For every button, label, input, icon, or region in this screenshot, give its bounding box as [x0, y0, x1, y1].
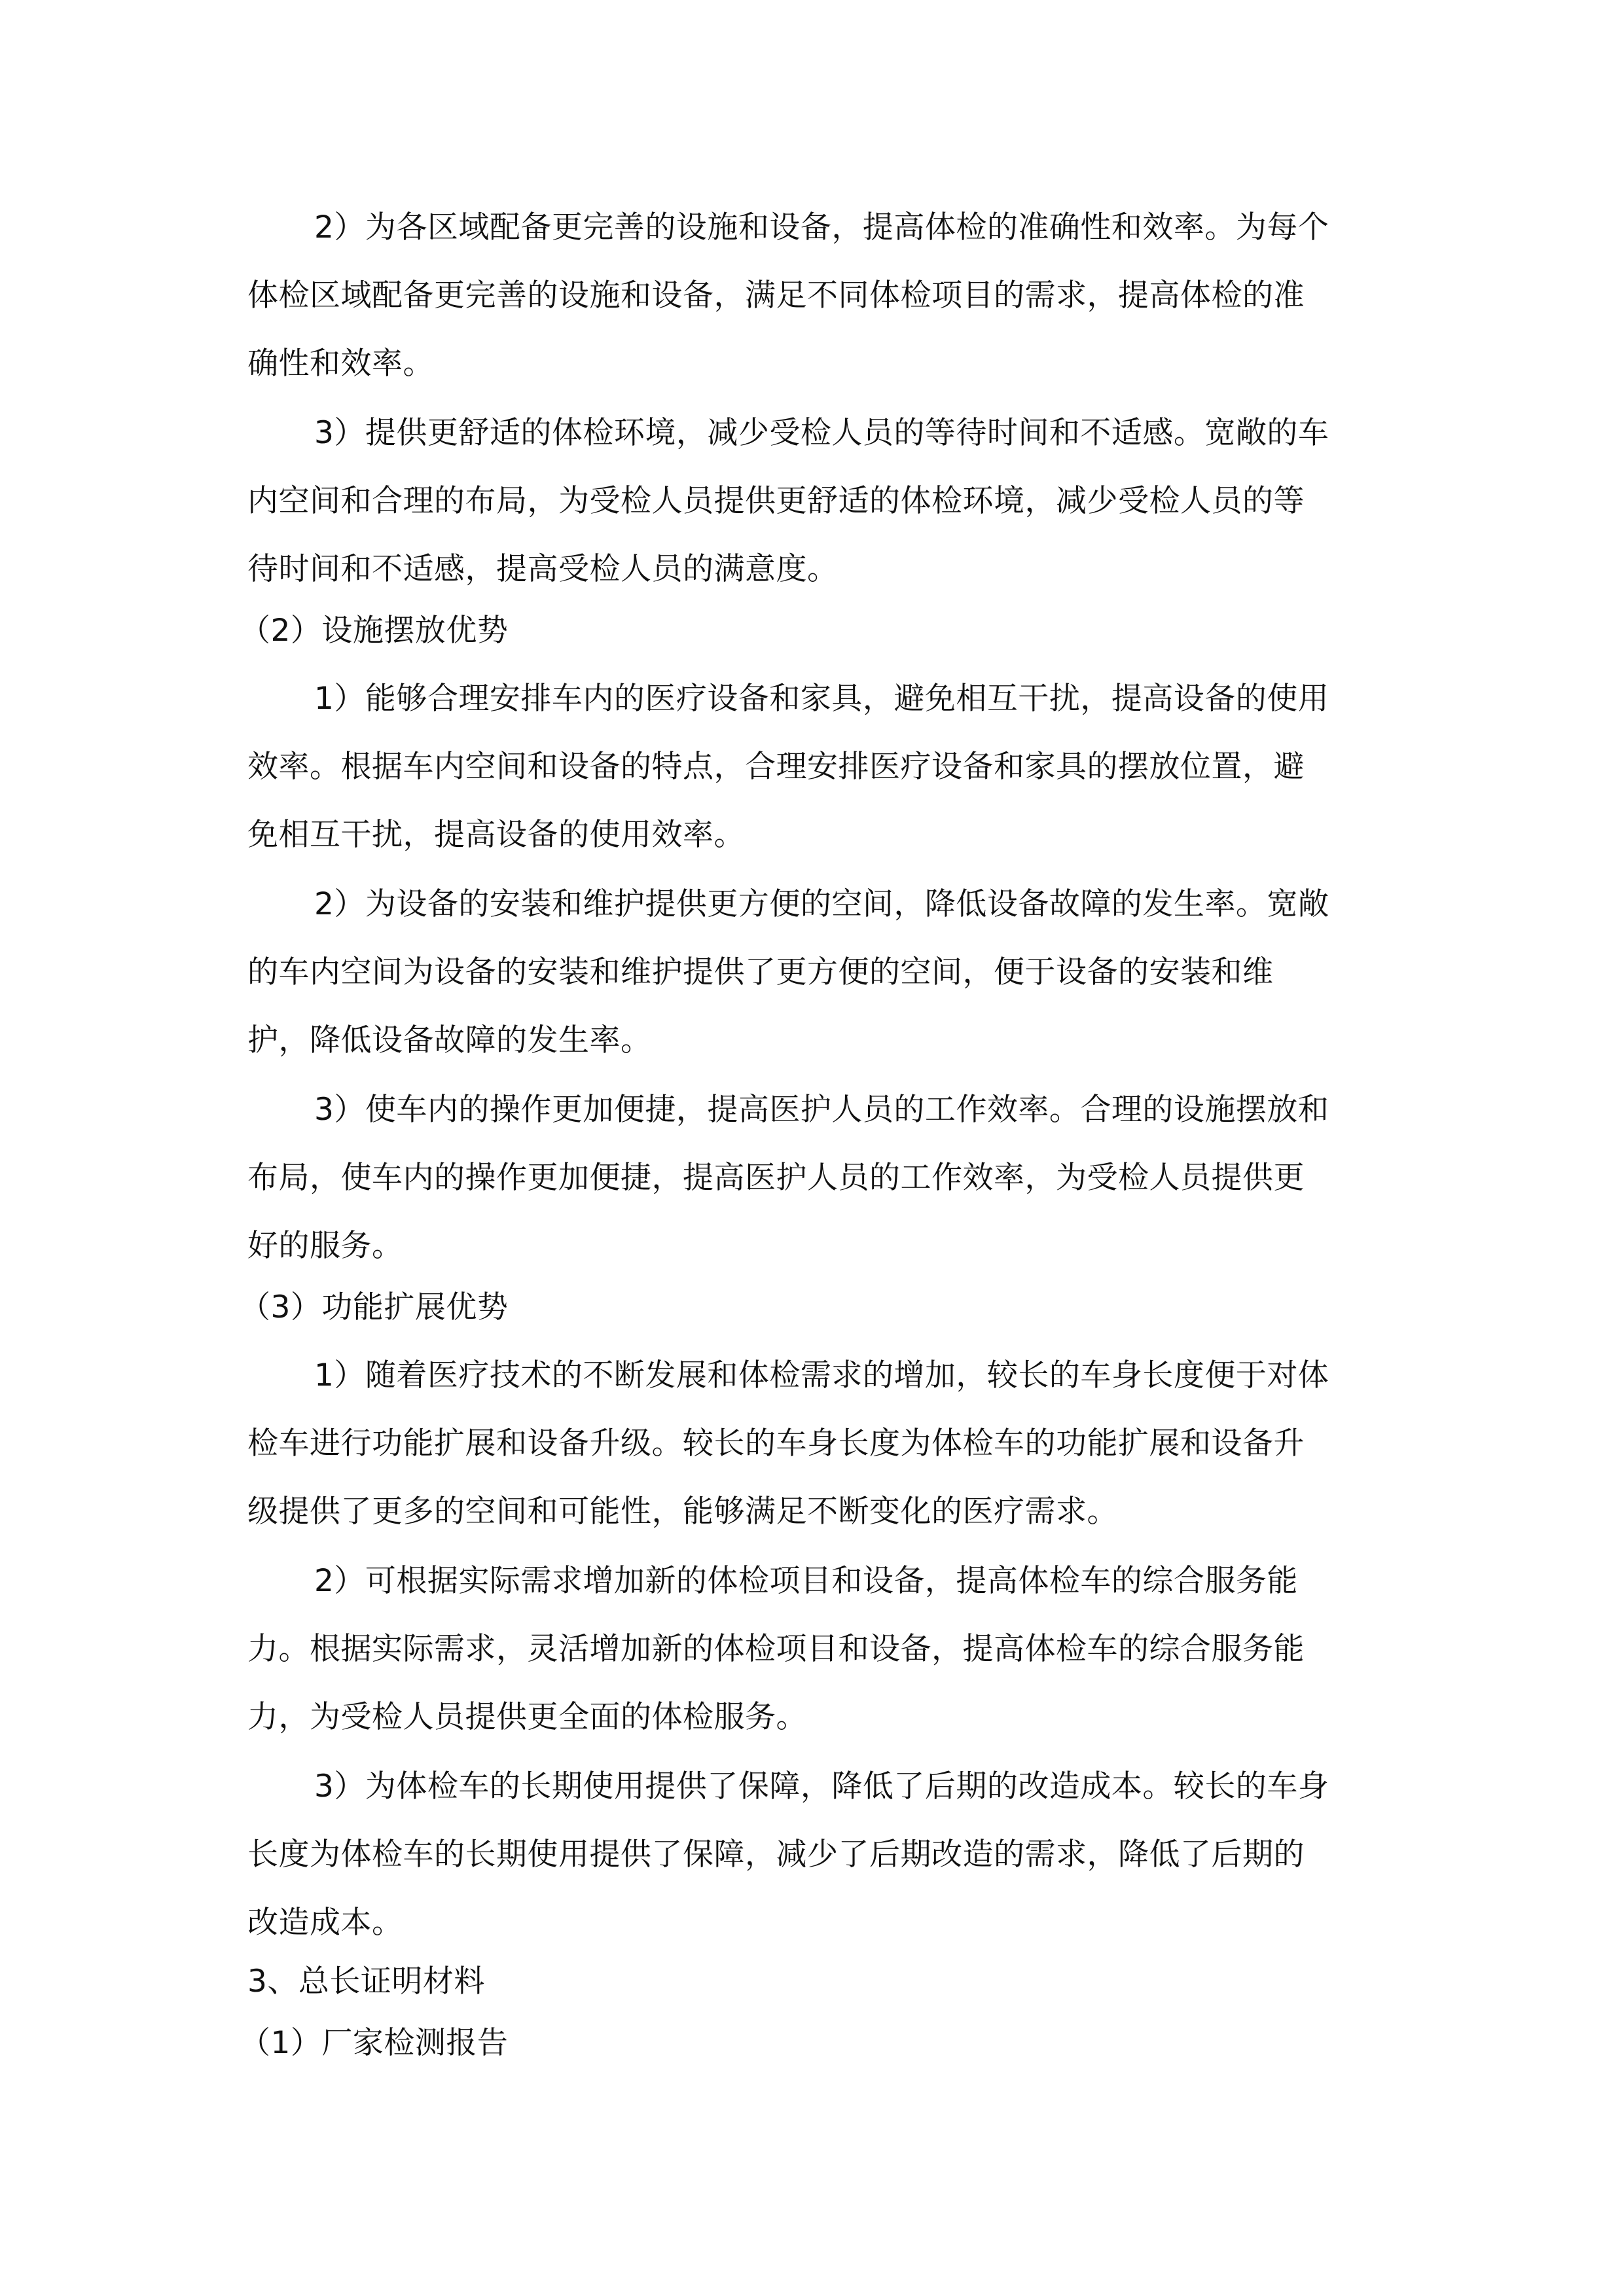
- paragraph-line: 2）为各区域配备更完善的设施和设备，提高体检的准确性和效率。为每个: [314, 209, 1329, 245]
- section-heading: （3）功能扩展优势: [240, 1289, 509, 1325]
- paragraph-line: 2）为设备的安装和维护提供更方便的空间，降低设备故障的发生率。宽敞: [314, 886, 1329, 922]
- paragraph-line: 检车进行功能扩展和设备升级。较长的车身长度为体检车的功能扩展和设备升: [247, 1426, 1305, 1462]
- paragraph-line: 3）提供更舒适的体检环境，减少受检人员的等待时间和不适感。宽敞的车: [314, 415, 1329, 451]
- paragraph-line: 2）可根据实际需求增加新的体检项目和设备，提高体检车的综合服务能: [314, 1563, 1298, 1599]
- section-heading: （1）厂家检测报告: [240, 2025, 509, 2061]
- paragraph-line: 确性和效率。: [247, 346, 434, 382]
- paragraph-line: 1）能够合理安排车内的医疗设备和家具，避免相互干扰，提高设备的使用: [314, 681, 1329, 717]
- paragraph-line: 3）使车内的操作更加便捷，提高医护人员的工作效率。合理的设施摆放和: [314, 1092, 1329, 1128]
- paragraph-line: 内空间和合理的布局，为受检人员提供更舒适的体检环境，减少受检人员的等: [247, 483, 1305, 519]
- paragraph-line: 力。根据实际需求，灵活增加新的体检项目和设备，提高体检车的综合服务能: [247, 1631, 1305, 1667]
- paragraph-line: 体检区域配备更完善的设施和设备，满足不同体检项目的需求，提高体检的准: [247, 278, 1305, 314]
- paragraph-line: 改造成本。: [247, 1905, 403, 1941]
- paragraph-line: 的车内空间为设备的安装和维护提供了更方便的空间，便于设备的安装和维: [247, 954, 1274, 990]
- paragraph-line: 效率。根据车内空间和设备的特点，合理安排医疗设备和家具的摆放位置，避: [247, 749, 1305, 785]
- paragraph-line: 3）为体检车的长期使用提供了保障，降低了后期的改造成本。较长的车身: [314, 1768, 1329, 1804]
- paragraph-line: 布局，使车内的操作更加便捷，提高医护人员的工作效率，为受检人员提供更: [247, 1160, 1305, 1196]
- paragraph-line: 级提供了更多的空间和可能性，能够满足不断变化的医疗需求。: [247, 1494, 1118, 1530]
- section-heading: （2）设施摆放优势: [240, 613, 509, 649]
- section-heading: 3、总长证明材料: [247, 1964, 485, 2000]
- paragraph-line: 好的服务。: [247, 1228, 403, 1264]
- paragraph-line: 长度为体检车的长期使用提供了保障，减少了后期改造的需求，降低了后期的: [247, 1837, 1305, 1873]
- paragraph-line: 待时间和不适感，提高受检人员的满意度。: [247, 551, 839, 587]
- paragraph-line: 护，降低设备故障的发生率。: [247, 1022, 652, 1058]
- paragraph-line: 力，为受检人员提供更全面的体检服务。: [247, 1699, 807, 1735]
- paragraph-line: 1）随着医疗技术的不断发展和体检需求的增加，较长的车身长度便于对体: [314, 1357, 1329, 1393]
- paragraph-line: 免相互干扰，提高设备的使用效率。: [247, 817, 745, 853]
